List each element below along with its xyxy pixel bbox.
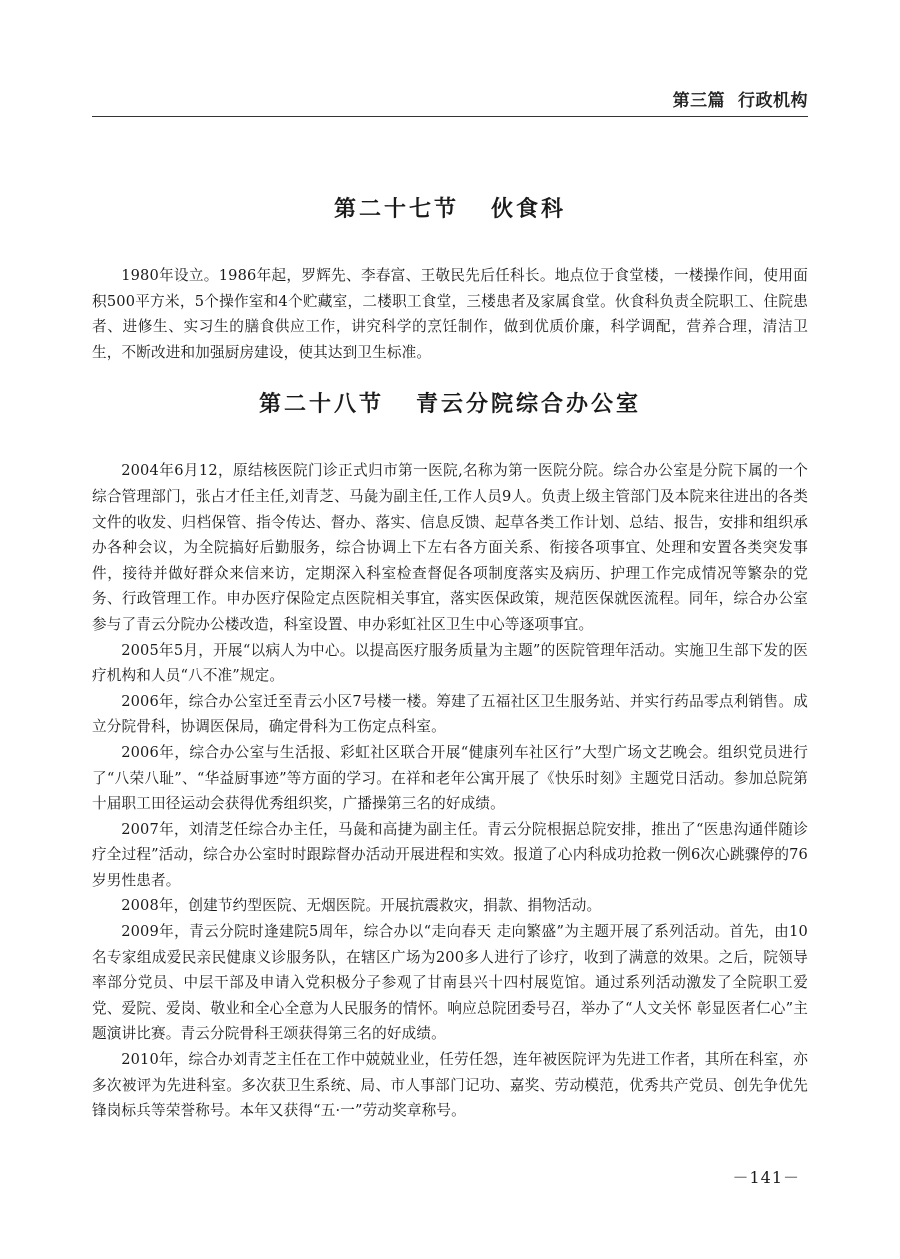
paragraph: 2006年，综合办公室与生活报、彩虹社区联合开展“健康列车社区行”大型广场文艺晚会。组织党员进行了“八荣八耻”、“华益厨事迹”等方面的学习。在祥和老年公寓开展了《快乐时刻》主题党日活动。参加总院第十届职工田径运动会获得优秀组织奖，广播操第三名的好成绩。 (92, 743, 808, 813)
paragraph: 2005年5月，开展“以病人为中心。以提高医疗服务质量为主题”的医院管理年活动。实施卫生部下发的医疗机构和人员“八不准”规定。 (92, 641, 808, 685)
paragraph: 2004年6月12，原结核医院门诊正式归市第一医院,名称为第一医院分院。综合办公室是分院下属的一个综合管理部门，张占才任主任,刘青芝、马彘为副主任,工作人员9人。负责上级主管部门及本院来往进出的各类文件的收发、归档保管、指令传达、督办、落实、信息反馈、起草各类工作计划、总结、报告，安排和组织承办各种会议，为全院搞好后勤服务，综合协调上下左右各方面关系、衔接各项事宜、处理和安置各类突发事件，接待并做好群众来信来访，定期深入科室检查督促各项制度落实及病历、护理工作完成情况等繁杂的党务、行政管理工作。申办医疗保险定点医院相关事宜，落实医保政策，规范医保就医流程。同年，综合办公室参与了青云分院办公楼改造，科室设置、申办彩虹社区卫生中心等逐项事宜。 (92, 462, 808, 633)
paragraph: 2008年，创建节约型医院、无烟医院。开展抗震救灾，捐款、捐物活动。 (121, 897, 602, 915)
paragraph: 2009年，青云分院时逢建院5周年，综合办以“走向春天 走向繁盛”为主题开展了系列活动。首先，由10名专家组成爱民亲民健康义诊服务队，在辖区广场为200多人进行了诊疗，收到了满意的效果。之后，院领导率部分党员、中层干部及申请入党积极分子参观了甘南县兴十四村展览馆。通过系列活动激发了全院职工爱党、爱院、爱岗、敬业和全心全意为人民服务的情怀。响应总院团委号召，举办了“人文关怀 彰显医者仁心”主题演讲比赛。青云分院骨科王颂获得第三名的好成绩。 (92, 923, 808, 1043)
paragraph: 2006年，综合办公室迁至青云小区7号楼一楼。筹建了五福社区卫生服务站、并实行药品零点利销售。成立分院骨科，协调医保局，确定骨科为工伤定点科室。 (92, 692, 808, 736)
page-content (92, 188, 808, 1124)
section-title-canteen: 第二十七节 伙食科 (334, 196, 566, 222)
page-number: －141－ (732, 1168, 800, 1187)
paragraph: 1980年设立。1986年起，罗辉先、李春富、王敬民先后任科长。地点位于食堂楼，一楼操作间，使用面积500平方米，5个操作室和4个贮藏室，二楼职工食堂，三楼患者及家属食堂。伙食科负责全院职工、住院患者、进修生、实习生的膳食供应工作，讲究科学的烹饪制作，做到优质价廉，科学调配，营养合理，清洁卫生，不断改进和加强厨房建设，使其达到卫生标准。 (92, 267, 808, 361)
section-title-qingyun-office: 第二十八节 青云分院综合办公室 (259, 391, 641, 418)
paragraph: 2010年，综合办刘青芝主任在工作中兢兢业业，任劳任怨，连年被医院评为先进工作者，其所在科室，亦多次被评为先进科室。多次获卫生系统、局、市人事部门记功、嘉奖、劳动模范，优秀共产党员、创先争优先锋岗标兵等荣誉称号。本年又获得“五·一”劳动奖章称号。 (92, 1051, 808, 1120)
paragraph: 2007年，刘清芝任综合办主任，马彘和高捷为副主任。青云分院根据总院安排，推出了“医患沟通伴随诊疗全过程”活动，综合办公室时时跟踪督办活动开展进程和实效。报道了心内科成功抢救一例6次心跳骤停的76岁男性患者。 (92, 820, 808, 889)
part-title: 第三篇 行政机构 (672, 91, 808, 111)
header-rule (92, 116, 808, 117)
